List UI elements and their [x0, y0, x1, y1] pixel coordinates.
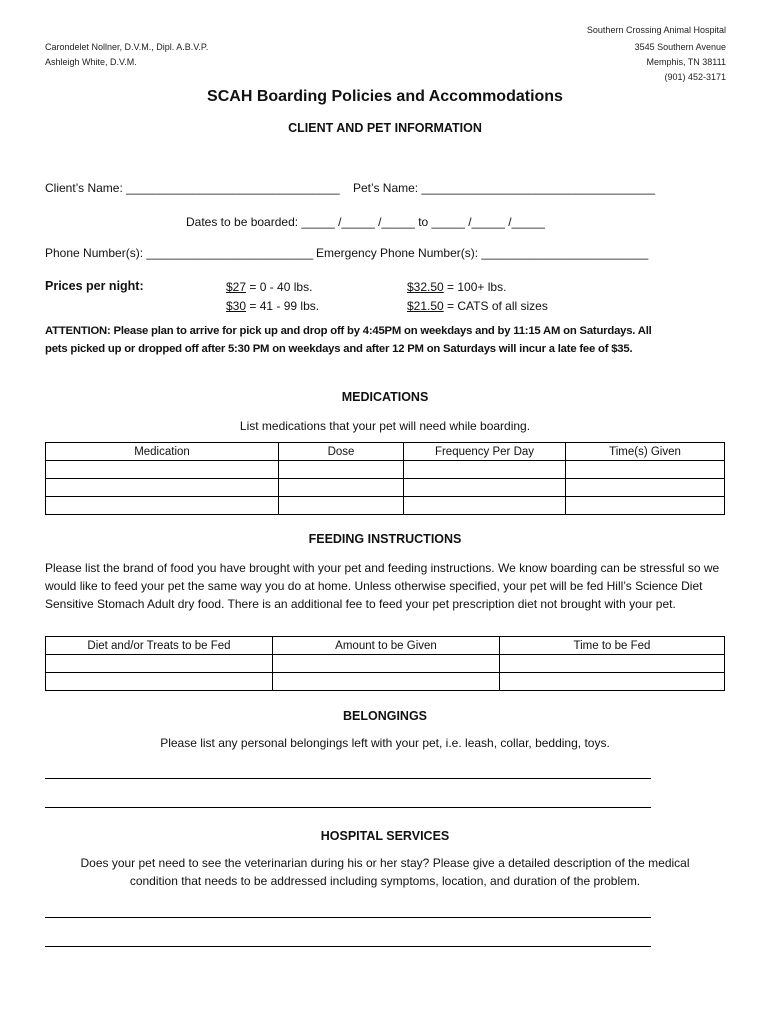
table-row	[46, 479, 725, 497]
table-cell[interactable]	[46, 673, 273, 691]
table-cell[interactable]	[273, 673, 500, 691]
hospital-services-entry-line[interactable]	[45, 946, 651, 947]
prices-label: Prices per night:	[45, 279, 144, 293]
medications-instruction: List medications that your pet will need while boarding.	[239, 419, 531, 433]
table-cell[interactable]	[500, 655, 725, 673]
hospital-services-line-2: condition that needs to be addressed including symptoms, location, and duration of the problem.	[129, 874, 641, 888]
feeding-heading: FEEDING INSTRUCTIONS	[308, 532, 462, 546]
price-item	[226, 280, 312, 294]
column-header-frequency: Frequency Per Day	[404, 443, 566, 461]
client-section-heading: CLIENT AND PET INFORMATION	[288, 121, 482, 135]
doctor-name-2: Ashleigh White, D.V.M.	[45, 57, 137, 67]
boarding-dates-field[interactable]: Dates to be boarded: _____ /_____ /_____ to _____ /_____ /_____	[186, 215, 545, 229]
table-header-row	[46, 637, 725, 655]
table-cell[interactable]	[46, 479, 279, 497]
table-row	[46, 655, 725, 673]
column-header-amount: Amount to be Given	[273, 637, 500, 655]
column-header-time: Time to be Fed	[500, 637, 725, 655]
table-cell[interactable]	[404, 479, 566, 497]
table-cell[interactable]	[404, 497, 566, 515]
hospital-address-line1: 3545 Southern Avenue	[634, 42, 726, 52]
table-cell[interactable]	[279, 479, 404, 497]
hospital-services-entry-line[interactable]	[45, 917, 651, 918]
attention-line-1: ATTENTION: Please plan to arrive for pick up and drop off by 4:45PM on weekdays and by 11:15 AM on Saturdays. All	[45, 325, 652, 337]
table-row	[46, 461, 725, 479]
belongings-heading: BELONGINGS	[342, 709, 428, 723]
table-cell[interactable]	[46, 655, 273, 673]
price-amount: $32.50	[407, 280, 444, 294]
column-header-medication: Medication	[46, 443, 279, 461]
hospital-phone: (901) 452-3171	[664, 72, 726, 82]
table-cell[interactable]	[404, 461, 566, 479]
phone-number-field[interactable]: Phone Number(s): _________________________	[45, 246, 314, 260]
belongings-entry-line[interactable]	[45, 778, 651, 779]
price-description: = 0 - 40 lbs.	[246, 280, 313, 294]
price-amount: $30	[226, 299, 247, 313]
table-row	[46, 497, 725, 515]
table-cell[interactable]	[279, 461, 404, 479]
medications-table	[45, 442, 725, 515]
feeding-paragraph: Please list the brand of food you have brought with your pet and feeding instructions. We know boarding can be stressful so we would like to feed your pet the same way you do at home. Unless otherwise specified, your pet will be fed Hill’s Science Diet Sensitive Stomach Adult dry food. There is an additional fee to feed your pet prescription diet not brought with your pet.	[45, 561, 720, 611]
feeding-table	[45, 636, 725, 691]
doctor-name-1: Carondelet Nollner, D.V.M., Dipl. A.B.V.P.	[45, 42, 209, 52]
table-cell[interactable]	[566, 461, 725, 479]
table-cell[interactable]	[500, 673, 725, 691]
hospital-services-line-1: Does your pet need to see the veterinarian during his or her stay? Please give a detailed description of the medical	[80, 856, 690, 870]
medications-heading: MEDICATIONS	[341, 390, 429, 404]
emergency-phone-field[interactable]: Emergency Phone Number(s): _________________________	[316, 246, 649, 260]
hospital-services-heading: HOSPITAL SERVICES	[320, 829, 450, 843]
price-item	[407, 299, 548, 313]
page-title: SCAH Boarding Policies and Accommodations	[207, 88, 563, 105]
column-header-diet: Diet and/or Treats to be Fed	[46, 637, 273, 655]
hospital-name: Southern Crossing Animal Hospital	[586, 25, 726, 35]
table-cell[interactable]	[566, 497, 725, 515]
table-row	[46, 673, 725, 691]
attention-line-2: pets picked up or dropped off after 5:30 PM on weekdays and after 12 PM on Saturdays will incur a late fee of $35.	[45, 343, 633, 355]
table-cell[interactable]	[46, 497, 279, 515]
hospital-address-line2: Memphis, TN 38111	[646, 57, 726, 67]
column-header-dose: Dose	[279, 443, 404, 461]
table-cell[interactable]	[46, 461, 279, 479]
price-item	[407, 280, 506, 294]
belongings-instruction: Please list any personal belongings left with your pet, i.e. leash, collar, bedding, toys.	[160, 736, 610, 750]
price-amount: $27	[226, 280, 247, 294]
column-header-times-given: Time(s) Given	[566, 443, 725, 461]
table-cell[interactable]	[279, 497, 404, 515]
table-cell[interactable]	[566, 479, 725, 497]
belongings-entry-line[interactable]	[45, 807, 651, 808]
table-cell[interactable]	[273, 655, 500, 673]
clients-name-field[interactable]: Client’s Name: ________________________________	[45, 181, 340, 195]
price-item	[226, 299, 319, 313]
pets-name-field[interactable]: Pet’s Name: ___________________________________	[353, 181, 656, 195]
price-description: = 41 - 99 lbs.	[246, 299, 320, 313]
table-header-row	[46, 443, 725, 461]
price-description: = 100+ lbs.	[443, 280, 507, 294]
price-description: = CATS of all sizes	[443, 299, 548, 313]
price-amount: $21.50	[407, 299, 444, 313]
